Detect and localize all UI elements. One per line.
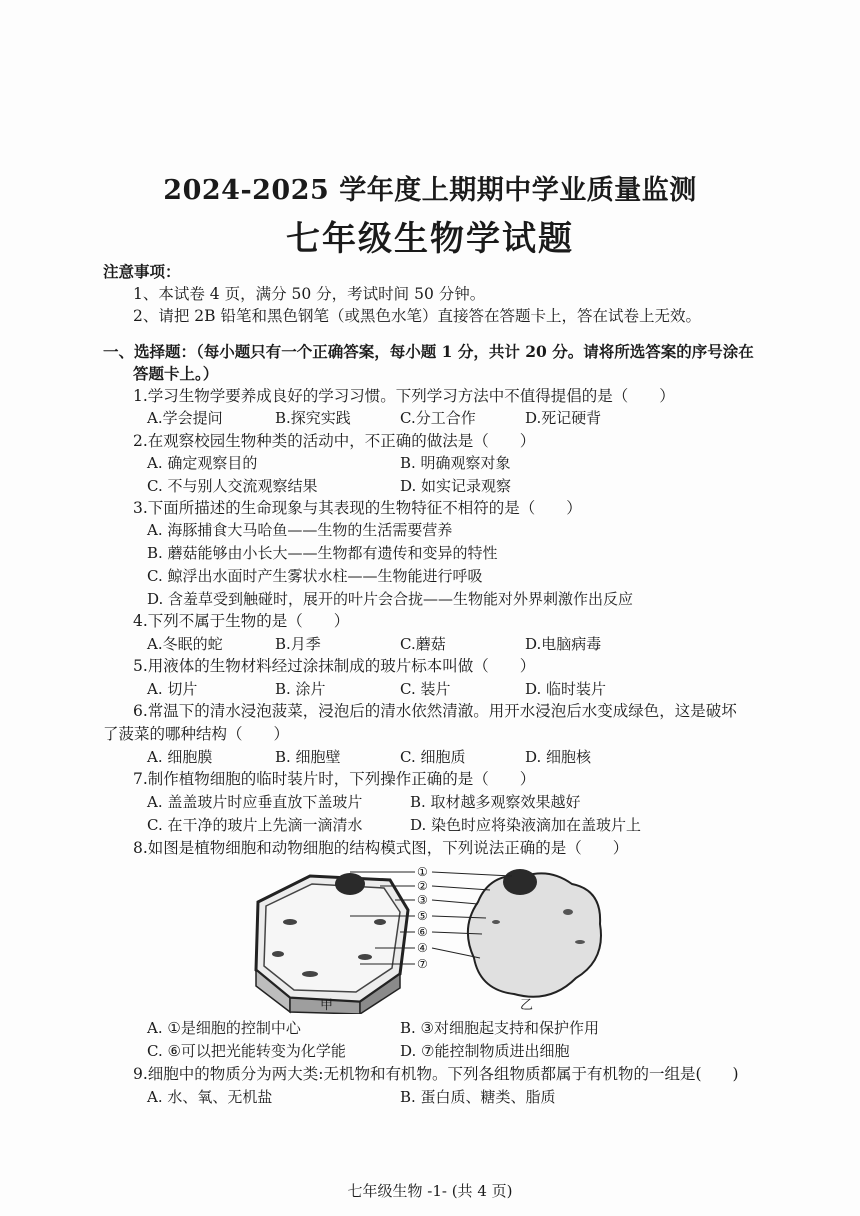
- q7-option-c: C. 在干净的玻片上先滴一滴清水: [147, 816, 363, 834]
- q1-option-b: B.探究实践: [275, 409, 351, 427]
- figure-caption-yi: 乙: [520, 998, 534, 1013]
- q2-option-a: A. 确定观察目的: [147, 454, 258, 472]
- q2-option-b: B. 明确观察对象: [400, 454, 511, 472]
- label-1: ①: [417, 865, 428, 879]
- section-heading: 一、选择题：（每小题只有一个正确答案，每小题 1 分，共计 20 分。请将所选答案的序号涂在: [103, 342, 754, 361]
- q8-option-c: C. ⑥可以把光能转变为化学能: [147, 1042, 346, 1060]
- q3-option-d: D. 含羞草受到触碰时，展开的叶片会合拢——生物能对外界刺激作出反应: [147, 590, 634, 608]
- q6-option-b: B. 细胞壁: [275, 748, 341, 766]
- q2-option-c: C. 不与别人交流观察结果: [147, 477, 318, 495]
- exam-title: 2024-2025 学年度上期期中学业质量监测: [163, 175, 697, 206]
- question-8-stem: 8.如图是植物细胞和动物细胞的结构模式图，下列说法正确的是（ ）: [133, 839, 629, 857]
- notice-item-1: 1、本试卷 4 页，满分 50 分，考试时间 50 分钟。: [133, 285, 486, 303]
- notice-heading: 注意事项：: [103, 262, 181, 281]
- q9-option-a: A. 水、氧、无机盐: [147, 1088, 273, 1106]
- q5-option-c: C. 装片: [400, 680, 451, 698]
- q4-option-d: D.电脑病毒: [525, 635, 602, 653]
- q1-option-c: C.分工合作: [400, 409, 476, 427]
- question-4-stem: 4.下列不属于生物的是（ ）: [133, 612, 350, 630]
- q1-option-a: A.学会提问: [147, 409, 223, 427]
- figure-caption-jia: 甲: [320, 998, 334, 1013]
- q7-option-a: A. 盖盖玻片时应垂直放下盖玻片: [147, 793, 363, 811]
- q6-option-a: A. 细胞膜: [147, 748, 213, 766]
- label-3: ③: [417, 893, 428, 907]
- question-5-stem: 5.用液体的生物材料经过涂抹制成的玻片标本叫做（ ）: [133, 657, 536, 675]
- cell-diagram-svg: [250, 862, 630, 1014]
- question-1-stem: 1.学习生物学要养成良好的学习习惯。下列学习方法中不值得提倡的是（ ）: [133, 387, 675, 405]
- section-heading-cont: 答题卡上。）: [133, 364, 219, 383]
- q7-option-b: B. 取材越多观察效果越好: [410, 793, 581, 811]
- q1-option-d: D.死记硬背: [525, 409, 602, 427]
- question-7-stem: 7.制作植物细胞的临时装片时，下列操作正确的是（ ）: [133, 770, 536, 788]
- label-7: ⑦: [417, 957, 428, 971]
- label-4: ④: [417, 941, 428, 955]
- q4-option-a: A.冬眠的蛇: [147, 635, 223, 653]
- question-6-stem: 6.常温下的清水浸泡菠菜，浸泡后的清水依然清澈。用开水浸泡后水变成绿色，这是破坏: [133, 702, 737, 720]
- label-2: ②: [417, 879, 428, 893]
- plant-cell-drawing: [256, 873, 408, 1014]
- q3-option-a: A. 海豚捕食大马哈鱼——生物的生活需要营养: [147, 521, 453, 539]
- q7-option-d: D. 染色时应将染液滴加在盖玻片上: [410, 816, 642, 834]
- notice-item-2: 2、请把 2B 铅笔和黑色钢笔（或黑色水笔）直接答在答题卡上，答在试卷上无效。: [133, 307, 701, 325]
- question-3-stem: 3.下面所描述的生命现象与其表现的生物特征不相符的是（ ）: [133, 499, 582, 517]
- label-6: ⑥: [417, 925, 428, 939]
- q3-option-b: B. 蘑菇能够由小长大——生物都有遗传和变异的特性: [147, 544, 498, 562]
- q3-option-c: C. 鲸浮出水面时产生雾状水柱——生物能进行呼吸: [147, 567, 483, 585]
- q5-option-d: D. 临时装片: [525, 680, 607, 698]
- q8-option-d: D. ⑦能控制物质进出细胞: [400, 1042, 570, 1060]
- page-footer: 七年级生物 -1- (共 4 页): [347, 1182, 513, 1200]
- q8-option-a: A. ①是细胞的控制中心: [147, 1019, 301, 1037]
- q6-option-c: C. 细胞质: [400, 748, 466, 766]
- exam-subtitle: 七年级生物学试题: [286, 219, 574, 259]
- question-9-stem: 9.细胞中的物质分为两大类:无机物和有机物。下列各组物质都属于有机物的一组是( ): [133, 1065, 739, 1083]
- q9-option-b: B. 蛋白质、糖类、脂质: [400, 1088, 556, 1106]
- q8-option-b: B. ③对细胞起支持和保护作用: [400, 1019, 600, 1037]
- cell-structure-figure: [250, 862, 630, 1014]
- q4-option-b: B.月季: [275, 635, 321, 653]
- q5-option-b: B. 涂片: [275, 680, 326, 698]
- label-5: ⑤: [417, 909, 428, 923]
- q6-option-d: D. 细胞核: [525, 748, 592, 766]
- q2-option-d: D. 如实记录观察: [400, 477, 512, 495]
- animal-cell-drawing: [468, 869, 601, 997]
- question-6-stem-cont: 了菠菜的哪种结构（ ）: [103, 725, 290, 743]
- question-2-stem: 2.在观察校园生物种类的活动中，不正确的做法是（ ）: [133, 432, 536, 450]
- q4-option-c: C.蘑菇: [400, 635, 446, 653]
- q5-option-a: A. 切片: [147, 680, 198, 698]
